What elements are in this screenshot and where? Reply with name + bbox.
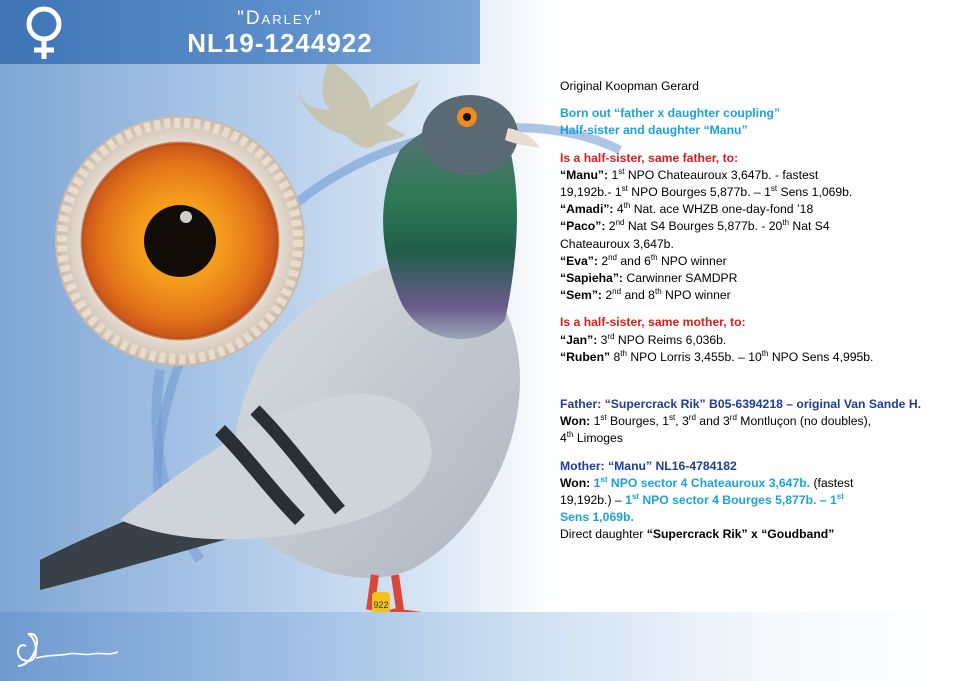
pedigree-info	[560, 78, 952, 544]
direct-daughter-line: Direct daughter “Supercrack Rik” x “Goudband”	[560, 527, 835, 542]
sibling-amadi: “Amadi”: 4th Nat. ace WHZB one-day-fond ’18	[560, 201, 814, 217]
bottom-band	[0, 612, 960, 681]
pigeon-name: "Darley"	[237, 8, 323, 29]
eye-closeup	[55, 116, 305, 366]
sibling-ruben: “Ruben” 8th NPO Lorris 3,455b. – 10th NPO Sens 4,995b.	[560, 348, 874, 364]
origin-line: Original Koopman Gerard	[560, 79, 699, 93]
father-heading: Father: “Supercrack Rik” B05-6394218 – original Van Sande H.	[560, 397, 922, 412]
ring-number: NL19-1244922	[187, 28, 373, 58]
mother-won: Won: 1st NPO sector 4 Chateauroux 3,647b. (fastest	[560, 474, 854, 490]
sibling-paco-cont: Chateauroux 3,647b.	[560, 236, 674, 251]
mother-won-cont-2: Sens 1,069b.	[560, 510, 634, 525]
leg-ring-label: 922	[373, 600, 389, 610]
sibling-manu: “Manu”: 1st NPO Chateauroux 3,647b. - fastest	[560, 166, 819, 182]
mother-side-heading: Is a half-sister, same mother, to:	[560, 315, 746, 330]
father-side-heading: Is a half-sister, same father, to:	[560, 150, 739, 165]
koopman-signature-logo	[6, 616, 136, 676]
born-line-2: Half-sister and daughter “Manu”	[560, 123, 748, 138]
mother-won-cont: 19,192b.) – 1st NPO sector 4 Bourges 5,877b. – 1st	[560, 492, 844, 508]
born-line-1: Born out “father x daughter coupling”	[560, 106, 781, 121]
sibling-paco: “Paco”: 2nd Nat S4 Bourges 5,877b. - 20th Nat S4	[560, 218, 830, 234]
female-icon	[14, 4, 74, 62]
sibling-sapieha: “Sapieha”: Carwinner SAMDPR	[560, 271, 738, 286]
sibling-manu-cont: 19,192b.- 1st NPO Bourges 5,877b. – 1st Sens 1,069b.	[560, 183, 853, 200]
dove-logo-icon	[298, 60, 420, 148]
father-won-cont: 4th Limoges	[560, 430, 623, 446]
sibling-eva: “Eva”: 2nd and 6th NPO winner	[560, 252, 727, 268]
father-won: Won: 1st Bourges, 1st, 3rd and 3rd Montluçon (no doubles),	[560, 413, 872, 429]
sibling-jan: “Jan”: 3rd NPO Reims 6,036b.	[560, 331, 727, 347]
sibling-sem: “Sem”: 2nd and 8th NPO winner	[560, 287, 731, 303]
mother-heading: Mother: “Manu” NL16-4784182	[560, 458, 737, 473]
